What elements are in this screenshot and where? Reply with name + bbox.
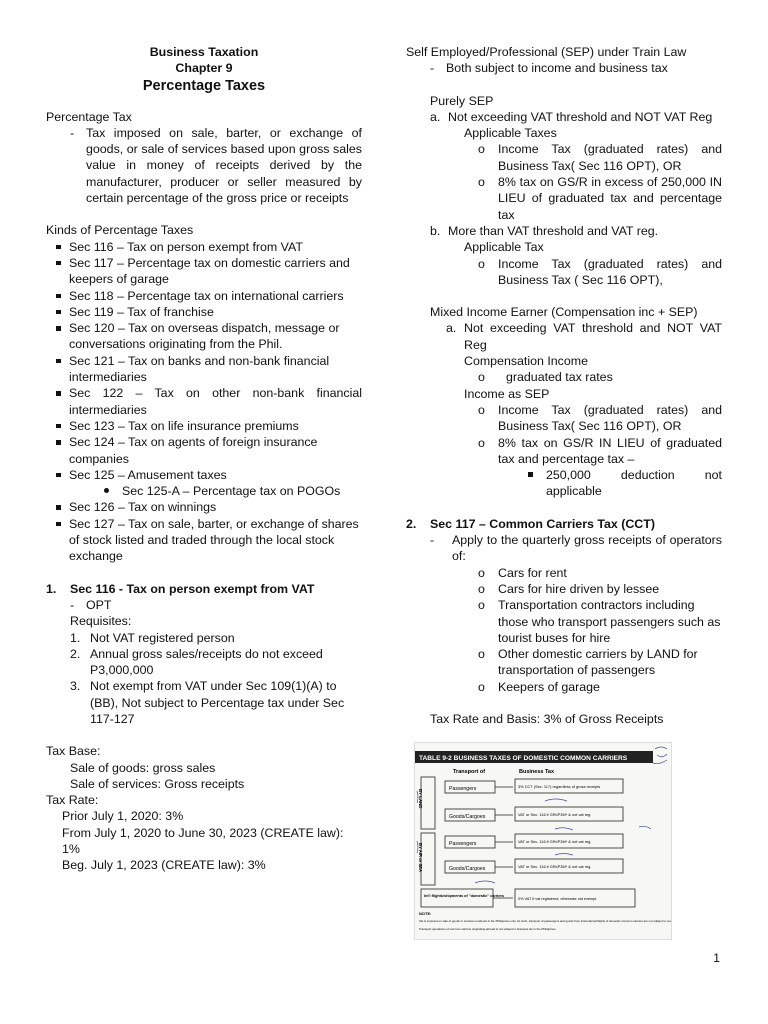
land-passengers: Passengers bbox=[449, 786, 477, 792]
list-item: o graduated tax rates bbox=[478, 370, 613, 385]
air-passengers: Passengers bbox=[449, 841, 477, 847]
land-goods-tax: VAT or Sec. 116 if GR≤P3M* & not vat reg. bbox=[518, 812, 592, 817]
list-item: o Cars for hire driven by lessee bbox=[478, 581, 660, 596]
applicable-tax-label: Applicable Tax bbox=[464, 240, 544, 255]
tax-base-heading: Tax Base: bbox=[46, 744, 101, 759]
air-goods-tax: VAT or Sec. 116 if GR≤P3M* & not vat reg. bbox=[518, 864, 592, 869]
list-item: Sec 124 – Tax on agents of foreign insurance companies bbox=[46, 434, 362, 467]
list-item: Sec 116 – Tax on person exempt from VAT bbox=[46, 239, 362, 255]
intl-tax: 0% VAT if vat registered, otherwise vat exempt bbox=[518, 897, 597, 901]
intl-label: Int'l flights/shipments of "domestic" carriers bbox=[424, 894, 505, 898]
sep-heading: Self Employed/Professional (SEP) under Train Law bbox=[406, 45, 687, 59]
right-column bbox=[406, 44, 722, 727]
compensation-income-label: Compensation Income bbox=[464, 354, 588, 369]
table-title: TABLE 9-2 BUSINESS TAXES OF DOMESTIC COMMON CARRIERS bbox=[419, 755, 628, 762]
by-air-sea-label: BY AIR or SEA bbox=[418, 843, 423, 873]
note-1: Vat is imposed on sale of goods or services rendered in the Philippines only. As such, transport of passengers and goods from international flights of domestic common carriers are not subject to vat. bbox=[419, 919, 671, 923]
col-business-header: Business Tax bbox=[519, 769, 555, 775]
tax-rate-heading: Tax Rate: bbox=[46, 793, 99, 808]
tax-base-services: Sale of services: Gross receipts bbox=[70, 776, 245, 791]
section-1-body bbox=[46, 597, 362, 727]
tax-base-goods: Sale of goods: gross sales bbox=[70, 760, 216, 775]
page-title: Percentage Taxes bbox=[142, 77, 266, 94]
list-item: Sec 121 – Tax on banks and non-bank financial intermediaries bbox=[46, 353, 362, 386]
list-item: o Income Tax (graduated rates) and Business Tax ( Sec 116 OPT), bbox=[478, 256, 722, 287]
opt-line: - OPT bbox=[70, 597, 112, 612]
list-item: Sec 127 – Tax on sale, barter, or exchange of shares of stock listed and traded through the local stock exchange bbox=[46, 516, 362, 565]
left-column bbox=[46, 44, 362, 874]
purely-sep-heading: Purely SEP bbox=[430, 93, 494, 108]
tax-rate-item: From July 1, 2020 to June 30, 2023 (CREATE law): 1% bbox=[62, 825, 344, 857]
list-item: o Income Tax (graduated rates) and Business Tax( Sec 116 OPT), OR bbox=[478, 402, 722, 434]
list-item: Sec 125 – Amusement taxes bbox=[46, 467, 362, 483]
requisite-item: 2. Annual gross sales/receipts do not exceed P3,000,000 bbox=[70, 646, 323, 678]
list-item: o Transportation contractors including those who transport passengers such as tourist buses for hire bbox=[478, 598, 721, 645]
list-item: Sec 126 – Tax on winnings bbox=[46, 499, 362, 515]
sep-both-line: - Both subject to income and business tax bbox=[430, 61, 668, 76]
doc-subject: Business Taxation bbox=[149, 45, 259, 59]
applicable-taxes-label: Applicable Taxes bbox=[464, 126, 557, 141]
col-transport-header: Transport of bbox=[453, 769, 486, 775]
list-item: Sec 120 – Tax on overseas dispatch, message or conversations originating from the Phil. bbox=[46, 320, 362, 353]
air-goods: Goods/Cargoes bbox=[449, 866, 486, 872]
by-land-label: BY LAND bbox=[418, 789, 423, 809]
tax-rate-item: Beg. July 1, 2023 (CREATE law): 3% bbox=[62, 858, 266, 873]
list-item-sub: 250,000 deduction not applicable bbox=[528, 467, 722, 500]
section-2-heading: 2. Sec 117 – Common Carriers Tax (CCT) bbox=[406, 516, 655, 531]
list-item: Sec 117 – Percentage tax on domestic carriers and keepers of garage bbox=[46, 255, 362, 288]
common-carriers-table-image bbox=[414, 742, 672, 940]
mixed-a: a. Not exceeding VAT threshold and NOT VAT Reg bbox=[446, 321, 722, 352]
kinds-list bbox=[46, 239, 362, 483]
kinds-list-continued bbox=[46, 499, 362, 564]
list-item: o Keepers of garage bbox=[478, 679, 600, 694]
list-item: Sec 118 – Percentage tax on international carriers bbox=[46, 288, 362, 304]
percentage-tax-definition: - Tax imposed on sale, barter, or exchange of goods, or sale of services based upon gross sales value in money of receipts derived by the manufacturer, producer or seller measured by certain percentage of the gross price or receipts bbox=[70, 125, 362, 206]
page-number: 1 bbox=[713, 951, 720, 965]
mixed-income-heading: Mixed Income Earner (Compensation inc + SEP) bbox=[430, 305, 698, 320]
tax-rate-item: Prior July 1, 2020: 3% bbox=[62, 809, 184, 824]
air-passengers-tax: VAT or Sec. 116 if GR≤P3M* & not vat reg. bbox=[518, 839, 592, 844]
list-item: Sec 123 – Tax on life insurance premiums bbox=[46, 418, 362, 434]
list-item: o Income Tax (graduated rates) and Business Tax( Sec 116 OPT), OR bbox=[478, 142, 722, 173]
list-item: o Cars for rent bbox=[478, 565, 567, 580]
requisite-item: 3. Not exempt from VAT under Sec 109(1)(A) to (BB), Not subject to Percentage tax under Sec 117-127 bbox=[70, 679, 345, 726]
doc-chapter: Chapter 9 bbox=[175, 61, 233, 76]
tax-rate-basis: Tax Rate and Basis: 3% of Gross Receipts bbox=[430, 711, 664, 726]
list-item-sub: Sec 125-A – Percentage tax on POGOs bbox=[104, 483, 362, 499]
purely-sep-a: a. Not exceeding VAT threshold and NOT VAT Reg bbox=[430, 109, 713, 124]
list-item: o 8% tax on GS/R IN LIEU of graduated tax and percentage tax – bbox=[478, 435, 722, 466]
section-2-apply: - Apply to the quarterly gross receipts of operators of: bbox=[430, 533, 722, 564]
list-item: Sec 119 – Tax of franchise bbox=[46, 304, 362, 320]
requisites-heading: Requisites: bbox=[70, 614, 132, 629]
land-goods: Goods/Cargoes bbox=[449, 814, 486, 820]
income-as-sep-label: Income as SEP bbox=[464, 386, 550, 401]
list-item: Sec 122 – Tax on other non-bank financial intermediaries bbox=[46, 385, 362, 418]
section-1-heading: 1. Sec 116 - Tax on person exempt from VAT bbox=[46, 581, 315, 596]
list-item: o 8% tax on GS/R in excess of 250,000 IN LIEU of graduated tax and percentage tax bbox=[478, 175, 722, 222]
percentage-tax-heading: Percentage Tax bbox=[46, 109, 132, 124]
land-passengers-tax: 3% CCT (Sec. 117) regardless of gross receipts bbox=[518, 784, 601, 789]
list-item: o Other domestic carriers by LAND for transportation of passengers bbox=[478, 647, 698, 678]
purely-sep-b: b. More than VAT threshold and VAT reg. bbox=[430, 223, 659, 238]
kinds-heading: Kinds of Percentage Taxes bbox=[46, 223, 194, 238]
note-2: Transport operations of common carriers originating abroad is not subject to business tax in the Philippines. bbox=[419, 927, 557, 931]
requisite-item: 1. Not VAT registered person bbox=[70, 630, 235, 645]
note-label: NOTE: bbox=[419, 911, 432, 916]
